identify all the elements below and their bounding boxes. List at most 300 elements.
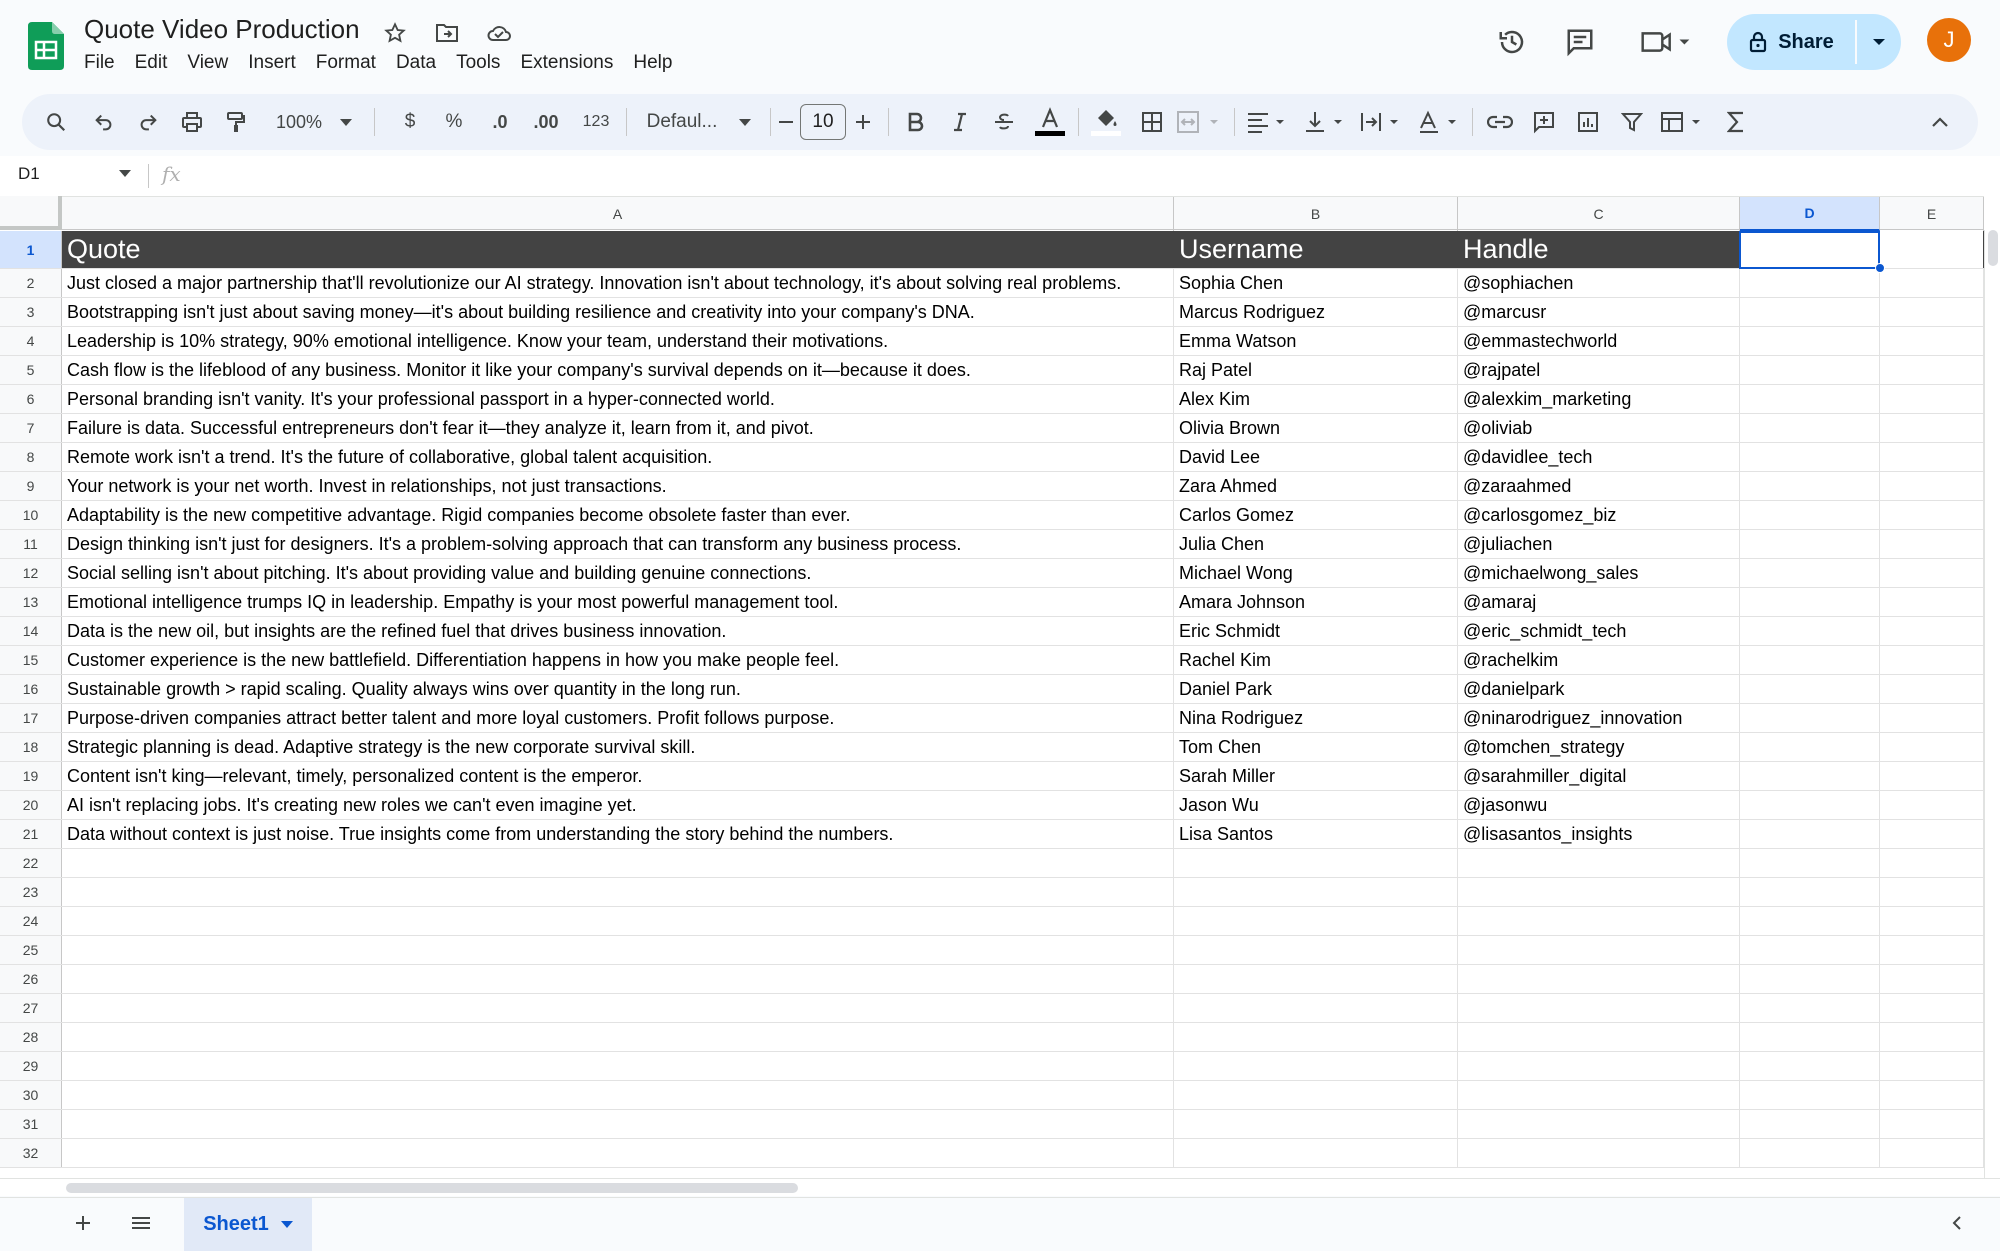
select-all-corner[interactable] (0, 196, 62, 230)
row-header[interactable]: 14 (0, 617, 62, 645)
app-header (0, 0, 2000, 88)
share-dropdown-button[interactable] (1857, 14, 1901, 70)
row-header[interactable]: 20 (0, 791, 62, 819)
cell-b16[interactable]: Daniel Park (1174, 675, 1458, 703)
table-row (0, 1110, 1984, 1139)
cell-c22[interactable] (1458, 849, 1740, 877)
cell-d5[interactable] (1740, 356, 1880, 384)
cell-e8[interactable] (1880, 443, 1984, 471)
cell-d1[interactable] (1740, 231, 1880, 268)
sheets-logo-icon[interactable] (28, 22, 64, 70)
row-header[interactable]: 32 (0, 1139, 62, 1167)
table-row (0, 675, 1984, 704)
cell-d25[interactable] (1740, 936, 1880, 964)
horizontal-scroll-thumb[interactable] (66, 1183, 798, 1193)
column-header-d[interactable]: D (1740, 197, 1880, 231)
cell-a12[interactable]: Social selling isn't about pitching. It's about providing value and building genuine connections. (62, 559, 1174, 587)
cell-b7[interactable]: Olivia Brown (1174, 414, 1458, 442)
cell-e11[interactable] (1880, 530, 1984, 558)
cell-b6[interactable]: Alex Kim (1174, 385, 1458, 413)
cell-b1[interactable]: Username (1174, 231, 1458, 268)
merge-cells-icon[interactable] (1174, 94, 1226, 150)
zoom-select[interactable] (266, 94, 362, 150)
cell-e22[interactable] (1880, 849, 1984, 877)
cell-e20[interactable] (1880, 791, 1984, 819)
fill-handle[interactable] (1875, 263, 1885, 273)
cell-a3[interactable]: Bootstrapping isn't just about saving money—it's about building resilience and creativity into your company's DNA. (62, 298, 1174, 326)
menu-extensions[interactable]: Extensions (520, 52, 614, 73)
cell-a5[interactable]: Cash flow is the lifeblood of any business. Monitor it like your company's survival depends on it—because it does. (62, 356, 1174, 384)
increase-font-size-icon[interactable] (848, 94, 878, 150)
table-row (0, 327, 1984, 356)
cell-a27[interactable] (62, 994, 1174, 1022)
row-header[interactable]: 26 (0, 965, 62, 993)
cell-b13[interactable]: Amara Johnson (1174, 588, 1458, 616)
cell-b15[interactable]: Rachel Kim (1174, 646, 1458, 674)
caret-down-icon[interactable] (118, 166, 132, 185)
table-row (0, 269, 1984, 298)
toolbar (22, 94, 1978, 150)
cell-e2[interactable] (1880, 269, 1984, 297)
insert-chart-icon[interactable] (1568, 94, 1608, 150)
cell-a19[interactable]: Content isn't king—relevant, timely, personalized content is the emperor. (62, 762, 1174, 790)
cell-c11[interactable]: @juliachen (1458, 530, 1740, 558)
cell-c21[interactable]: @lisasantos_insights (1458, 820, 1740, 848)
cell-b11[interactable]: Julia Chen (1174, 530, 1458, 558)
cell-b26[interactable] (1174, 965, 1458, 993)
menu-edit[interactable]: Edit (134, 52, 168, 73)
row-header[interactable]: 25 (0, 936, 62, 964)
cell-a1[interactable]: Quote (62, 231, 1174, 268)
cell-d24[interactable] (1740, 907, 1880, 935)
cell-d16[interactable] (1740, 675, 1880, 703)
cell-b19[interactable]: Sarah Miller (1174, 762, 1458, 790)
text-rotation-icon[interactable] (1414, 94, 1466, 150)
row-header[interactable]: 13 (0, 588, 62, 616)
decrease-font-size-icon[interactable] (774, 94, 798, 150)
format-currency-button[interactable]: $ (404, 111, 416, 132)
cell-a21[interactable]: Data without context is just noise. True insights come from understanding the story behind the numbers. (62, 820, 1174, 848)
cell-a14[interactable]: Data is the new oil, but insights are the refined fuel that drives business innovation. (62, 617, 1174, 645)
cell-c6[interactable]: @alexkim_marketing (1458, 385, 1740, 413)
cell-b23[interactable] (1174, 878, 1458, 906)
cell-e13[interactable] (1880, 588, 1984, 616)
cell-d32[interactable] (1740, 1139, 1880, 1167)
table-row (0, 936, 1984, 965)
cell-c8[interactable]: @davidlee_tech (1458, 443, 1740, 471)
cell-a30[interactable] (62, 1081, 1174, 1109)
cell-e21[interactable] (1880, 820, 1984, 848)
cell-c20[interactable]: @jasonwu (1458, 791, 1740, 819)
cell-d9[interactable] (1740, 472, 1880, 500)
cell-e1[interactable] (1880, 231, 1984, 268)
row-header[interactable]: 16 (0, 675, 62, 703)
cell-d26[interactable] (1740, 965, 1880, 993)
cell-c27[interactable] (1458, 994, 1740, 1022)
cell-b28[interactable] (1174, 1023, 1458, 1051)
row-header[interactable]: 31 (0, 1110, 62, 1138)
cell-e10[interactable] (1880, 501, 1984, 529)
row-header[interactable]: 4 (0, 327, 62, 355)
cell-c5[interactable]: @rajpatel (1458, 356, 1740, 384)
row-header[interactable]: 30 (0, 1081, 62, 1109)
cell-e16[interactable] (1880, 675, 1984, 703)
cell-d21[interactable] (1740, 820, 1880, 848)
version-history-icon[interactable] (1492, 22, 1532, 62)
zoom-value: 100% (275, 111, 323, 132)
table-row (0, 820, 1984, 849)
cell-b22[interactable] (1174, 849, 1458, 877)
caret-down-icon (281, 1221, 293, 1228)
toolbar-divider (1234, 108, 1235, 136)
cell-b27[interactable] (1174, 994, 1458, 1022)
cell-d3[interactable] (1740, 298, 1880, 326)
cell-a23[interactable] (62, 878, 1174, 906)
row-header[interactable]: 23 (0, 878, 62, 906)
row-header[interactable]: 9 (0, 472, 62, 500)
table-row (0, 443, 1984, 472)
cell-c1[interactable]: Handle (1458, 231, 1740, 268)
cell-a17[interactable]: Purpose-driven companies attract better talent and more loyal customers. Profit follows purpose. (62, 704, 1174, 732)
cell-b30[interactable] (1174, 1081, 1458, 1109)
cell-b31[interactable] (1174, 1110, 1458, 1138)
cell-d7[interactable] (1740, 414, 1880, 442)
format-percent-button[interactable]: % (445, 111, 463, 132)
row-header[interactable]: 22 (0, 849, 62, 877)
row-header[interactable]: 10 (0, 501, 62, 529)
cell-c24[interactable] (1458, 907, 1740, 935)
table-row (0, 530, 1984, 559)
cell-e7[interactable] (1880, 414, 1984, 442)
table-row (0, 646, 1984, 675)
row-header[interactable]: 19 (0, 762, 62, 790)
horizontal-scrollbar[interactable] (0, 1178, 2000, 1196)
cell-e31[interactable] (1880, 1110, 1984, 1138)
cell-d31[interactable] (1740, 1110, 1880, 1138)
formula-input[interactable] (200, 162, 1980, 190)
cell-d18[interactable] (1740, 733, 1880, 761)
cell-b8[interactable]: David Lee (1174, 443, 1458, 471)
filter-icon[interactable] (1612, 94, 1652, 150)
cell-d4[interactable] (1740, 327, 1880, 355)
print-icon[interactable] (172, 94, 212, 150)
row-header[interactable]: 24 (0, 907, 62, 935)
cell-e26[interactable] (1880, 965, 1984, 993)
cell-d2[interactable] (1740, 269, 1880, 297)
row-header[interactable]: 12 (0, 559, 62, 587)
table-row (0, 704, 1984, 733)
insert-link-icon[interactable] (1480, 94, 1520, 150)
cell-d15[interactable] (1740, 646, 1880, 674)
caret-down-icon (340, 119, 352, 126)
cell-a18[interactable]: Strategic planning is dead. Adaptive strategy is the new corporate survival skill. (62, 733, 1174, 761)
cell-c7[interactable]: @oliviab (1458, 414, 1740, 442)
side-panel-toggle-icon[interactable] (1950, 1212, 1964, 1239)
menu-data[interactable]: Data (395, 52, 437, 73)
cell-a28[interactable] (62, 1023, 1174, 1051)
cell-a7[interactable]: Failure is data. Successful entrepreneurs don't fear it—they analyze it, learn from it, and pivot. (62, 414, 1174, 442)
row-header[interactable]: 18 (0, 733, 62, 761)
table-row (0, 994, 1984, 1023)
cell-c31[interactable] (1458, 1110, 1740, 1138)
row-header[interactable]: 28 (0, 1023, 62, 1051)
cell-b12[interactable]: Michael Wong (1174, 559, 1458, 587)
column-header-e[interactable]: E (1880, 197, 1984, 231)
horizontal-align-icon[interactable] (1242, 94, 1294, 150)
cell-e5[interactable] (1880, 356, 1984, 384)
cell-c32[interactable] (1458, 1139, 1740, 1167)
cell-a11[interactable]: Design thinking isn't just for designers. It's a problem-solving approach that can transform any business process. (62, 530, 1174, 558)
cell-b17[interactable]: Nina Rodriguez (1174, 704, 1458, 732)
row-header[interactable]: 1 (0, 231, 62, 268)
redo-icon[interactable] (128, 94, 168, 150)
table-row (0, 907, 1984, 936)
cell-e23[interactable] (1880, 878, 1984, 906)
star-icon[interactable] (380, 18, 410, 48)
table-row (0, 501, 1984, 530)
menu-bar (84, 50, 682, 76)
cell-c29[interactable] (1458, 1052, 1740, 1080)
table-row (0, 298, 1984, 327)
cell-a4[interactable]: Leadership is 10% strategy, 90% emotional intelligence. Know your team, understand their motivations. (62, 327, 1174, 355)
cell-d19[interactable] (1740, 762, 1880, 790)
cell-c4[interactable]: @emmastechworld (1458, 327, 1740, 355)
italic-icon[interactable] (942, 94, 978, 150)
column-header-b[interactable]: B (1174, 197, 1458, 231)
cell-e12[interactable] (1880, 559, 1984, 587)
cell-d10[interactable] (1740, 501, 1880, 529)
table-row (0, 472, 1984, 501)
font-size-input[interactable]: 10 (800, 104, 846, 140)
cell-d23[interactable] (1740, 878, 1880, 906)
cell-d28[interactable] (1740, 1023, 1880, 1051)
undo-icon[interactable] (84, 94, 124, 150)
cell-e25[interactable] (1880, 936, 1984, 964)
fx-icon: fx (162, 162, 181, 186)
row-header[interactable]: 11 (0, 530, 62, 558)
cell-a10[interactable]: Adaptability is the new competitive advantage. Rigid companies become obsolete faster than ever. (62, 501, 1174, 529)
more-formats-button[interactable]: 123 (582, 113, 610, 130)
cell-a32[interactable] (62, 1139, 1174, 1167)
cell-d20[interactable] (1740, 791, 1880, 819)
vertical-scrollbar[interactable] (1984, 230, 2000, 1196)
text-wrapping-icon[interactable] (1356, 94, 1408, 150)
cell-e18[interactable] (1880, 733, 1984, 761)
cell-e14[interactable] (1880, 617, 1984, 645)
cell-b32[interactable] (1174, 1139, 1458, 1167)
menu-file[interactable]: File (84, 52, 115, 73)
row-header[interactable]: 8 (0, 443, 62, 471)
text-color-icon[interactable] (1030, 94, 1070, 150)
cell-e27[interactable] (1880, 994, 1984, 1022)
name-box[interactable]: D1 (18, 164, 40, 183)
cell-c9[interactable]: @zaraahmed (1458, 472, 1740, 500)
cell-c3[interactable]: @marcusr (1458, 298, 1740, 326)
borders-icon[interactable] (1132, 94, 1172, 150)
vertical-align-icon[interactable] (1300, 94, 1352, 150)
comments-icon[interactable] (1560, 22, 1600, 62)
cell-c25[interactable] (1458, 936, 1740, 964)
caret-down-icon (739, 119, 751, 126)
column-header-c[interactable]: C (1458, 197, 1740, 231)
all-sheets-icon[interactable] (128, 1210, 154, 1241)
cell-e4[interactable] (1880, 327, 1984, 355)
menu-format[interactable]: Format (315, 52, 376, 73)
avatar[interactable]: J (1927, 18, 1971, 62)
cell-b4[interactable]: Emma Watson (1174, 327, 1458, 355)
bold-icon[interactable] (898, 94, 934, 150)
cell-a9[interactable]: Your network is your net worth. Invest in relationships, not just transactions. (62, 472, 1174, 500)
column-header-row (0, 196, 1984, 230)
cell-a29[interactable] (62, 1052, 1174, 1080)
table-row (0, 1081, 1984, 1110)
table-row (0, 878, 1984, 907)
cell-c12[interactable]: @michaelwong_sales (1458, 559, 1740, 587)
font-name: Defaul... (646, 111, 718, 132)
formula-divider (148, 164, 149, 188)
menu-help[interactable]: Help (633, 52, 673, 73)
cell-d30[interactable] (1740, 1081, 1880, 1109)
cell-d22[interactable] (1740, 849, 1880, 877)
cell-d11[interactable] (1740, 530, 1880, 558)
cell-e19[interactable] (1880, 762, 1984, 790)
cell-e30[interactable] (1880, 1081, 1984, 1109)
table-row (0, 414, 1984, 443)
increase-decimal-button[interactable] (524, 94, 568, 150)
cell-d17[interactable] (1740, 704, 1880, 732)
functions-icon[interactable] (1716, 94, 1756, 150)
row-header[interactable]: 29 (0, 1052, 62, 1080)
row-header[interactable]: 15 (0, 646, 62, 674)
meet-icon[interactable] (1636, 22, 1696, 62)
cell-a26[interactable] (62, 965, 1174, 993)
row-header[interactable]: 5 (0, 356, 62, 384)
cloud-status-icon[interactable] (484, 18, 514, 48)
add-sheet-icon[interactable] (70, 1210, 96, 1241)
cell-e9[interactable] (1880, 472, 1984, 500)
cell-a16[interactable]: Sustainable growth > rapid scaling. Quality always wins over quantity in the long run. (62, 675, 1174, 703)
cell-b25[interactable] (1174, 936, 1458, 964)
cell-c26[interactable] (1458, 965, 1740, 993)
menu-tools[interactable]: Tools (456, 52, 501, 73)
row-header[interactable]: 7 (0, 414, 62, 442)
cell-b21[interactable]: Lisa Santos (1174, 820, 1458, 848)
cell-d13[interactable] (1740, 588, 1880, 616)
menu-insert[interactable]: Insert (248, 52, 296, 73)
cell-a25[interactable] (62, 936, 1174, 964)
caret-down-icon (1872, 38, 1886, 46)
cell-a8[interactable]: Remote work isn't a trend. It's the future of collaborative, global talent acquisition. (62, 443, 1174, 471)
sheet-tab-sheet1[interactable] (184, 1198, 312, 1251)
cell-c28[interactable] (1458, 1023, 1740, 1051)
cell-d12[interactable] (1740, 559, 1880, 587)
cell-e17[interactable] (1880, 704, 1984, 732)
cell-c15[interactable]: @rachelkim (1458, 646, 1740, 674)
cell-b14[interactable]: Eric Schmidt (1174, 617, 1458, 645)
cell-e3[interactable] (1880, 298, 1984, 326)
cell-a6[interactable]: Personal branding isn't vanity. It's your professional passport in a hyper-connected world. (62, 385, 1174, 413)
decrease-decimal-button[interactable] (480, 94, 520, 150)
formula-bar (0, 156, 2000, 196)
paint-format-icon[interactable] (216, 94, 256, 150)
row-header[interactable]: 3 (0, 298, 62, 326)
cell-b2[interactable]: Sophia Chen (1174, 269, 1458, 297)
cell-e15[interactable] (1880, 646, 1984, 674)
move-folder-icon[interactable] (432, 18, 462, 48)
cell-c14[interactable]: @eric_schmidt_tech (1458, 617, 1740, 645)
row-header[interactable]: 6 (0, 385, 62, 413)
cell-d6[interactable] (1740, 385, 1880, 413)
cell-b5[interactable]: Raj Patel (1174, 356, 1458, 384)
cell-d27[interactable] (1740, 994, 1880, 1022)
collapse-toolbar-icon[interactable] (1920, 94, 1960, 150)
search-menus-icon[interactable] (36, 94, 76, 150)
cell-e6[interactable] (1880, 385, 1984, 413)
cell-e28[interactable] (1880, 1023, 1984, 1051)
cell-e32[interactable] (1880, 1139, 1984, 1167)
toolbar-divider (1078, 108, 1079, 136)
cell-c23[interactable] (1458, 878, 1740, 906)
cell-a22[interactable] (62, 849, 1174, 877)
cell-c30[interactable] (1458, 1081, 1740, 1109)
row-header[interactable]: 21 (0, 820, 62, 848)
insert-comment-icon[interactable] (1524, 94, 1564, 150)
font-select[interactable] (634, 94, 764, 150)
cell-c2[interactable]: @sophiachen (1458, 269, 1740, 297)
cell-c10[interactable]: @carlosgomez_biz (1458, 501, 1740, 529)
toolbar-divider (888, 108, 889, 136)
cell-e29[interactable] (1880, 1052, 1984, 1080)
cell-b24[interactable] (1174, 907, 1458, 935)
cell-a15[interactable]: Customer experience is the new battlefield. Differentiation happens in how you make people feel. (62, 646, 1174, 674)
cell-a2[interactable]: Just closed a major partnership that'll revolutionize our AI strategy. Innovation isn't about technology, it's about solving real problems. (62, 269, 1174, 297)
cell-c19[interactable]: @sarahmiller_digital (1458, 762, 1740, 790)
cell-a24[interactable] (62, 907, 1174, 935)
cell-e24[interactable] (1880, 907, 1984, 935)
document-title[interactable]: Quote Video Production (84, 14, 360, 44)
cell-b9[interactable]: Zara Ahmed (1174, 472, 1458, 500)
row-header[interactable]: 27 (0, 994, 62, 1022)
share-button[interactable] (1727, 14, 1855, 70)
cell-c13[interactable]: @amaraj (1458, 588, 1740, 616)
cell-c17[interactable]: @ninarodriguez_innovation (1458, 704, 1740, 732)
filter-views-icon[interactable] (1656, 94, 1712, 150)
cell-d14[interactable] (1740, 617, 1880, 645)
cell-b18[interactable]: Tom Chen (1174, 733, 1458, 761)
vertical-scroll-thumb[interactable] (1988, 230, 1998, 266)
cell-d8[interactable] (1740, 443, 1880, 471)
cell-b10[interactable]: Carlos Gomez (1174, 501, 1458, 529)
cell-d29[interactable] (1740, 1052, 1880, 1080)
cell-c16[interactable]: @danielpark (1458, 675, 1740, 703)
row-header[interactable]: 17 (0, 704, 62, 732)
column-header-a[interactable]: A (62, 197, 1174, 231)
cell-b3[interactable]: Marcus Rodriguez (1174, 298, 1458, 326)
strikethrough-icon[interactable] (986, 94, 1022, 150)
menu-view[interactable]: View (187, 52, 229, 73)
cell-a31[interactable] (62, 1110, 1174, 1138)
row-header[interactable]: 2 (0, 269, 62, 297)
cell-b29[interactable] (1174, 1052, 1458, 1080)
cell-c18[interactable]: @tomchen_strategy (1458, 733, 1740, 761)
cell-b20[interactable]: Jason Wu (1174, 791, 1458, 819)
fill-color-icon[interactable] (1086, 94, 1126, 150)
table-row (0, 733, 1984, 762)
cell-a20[interactable]: AI isn't replacing jobs. It's creating new roles we can't even imagine yet. (62, 791, 1174, 819)
table-row (0, 1139, 1984, 1168)
table-row (0, 1052, 1984, 1081)
cell-a13[interactable]: Emotional intelligence trumps IQ in leadership. Empathy is your most powerful management tool. (62, 588, 1174, 616)
